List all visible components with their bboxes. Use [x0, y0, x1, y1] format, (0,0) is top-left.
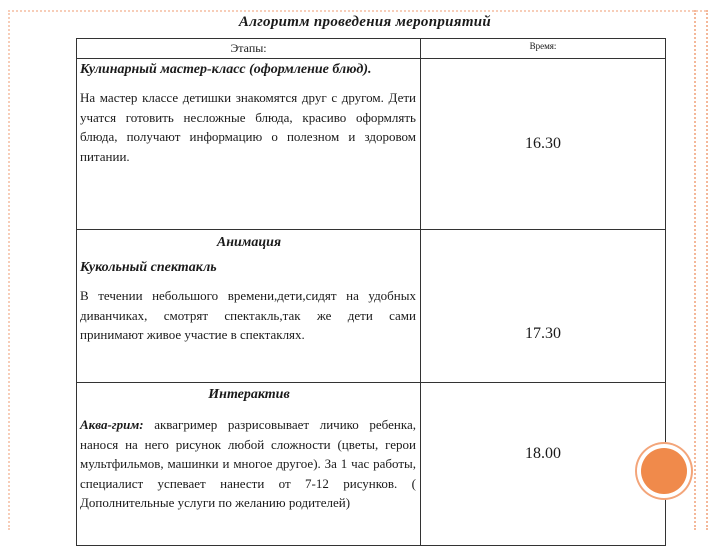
section-text-body: аквагример разрисовывает личико ребенка, нанося на него рисунок любой сложности (цветы, герои мультфильмов, машинки и многое другое). За 1 час работы, специалист успевает нанести от 7-12 рисунков. ( Дополнительные услуги по желанию родителей)	[80, 417, 416, 510]
decor-frame-top	[8, 10, 706, 12]
decor-frame-left	[8, 10, 10, 530]
stage-cell	[77, 59, 421, 230]
time-cell: 16.30	[421, 59, 666, 230]
section-text	[77, 405, 420, 519]
table-row	[77, 59, 666, 230]
table-row	[77, 383, 666, 546]
section-title: Кулинарный мастер-класс (оформление блюд).	[80, 62, 372, 77]
section-text: На мастер классе детишки знакомятся друг с другом. Дети учатся готовить несложные блюда, красиво оформлять блюда, получают информацию о полезном и здоровом питании.	[80, 90, 416, 164]
stage-cell	[77, 230, 421, 383]
events-table	[76, 38, 666, 546]
decor-circle	[641, 448, 687, 494]
stage-cell	[77, 383, 421, 546]
header-time: Время:	[421, 39, 666, 59]
header-stages: Этапы:	[77, 39, 421, 59]
page-title: Алгоритм проведения мероприятий	[238, 14, 492, 30]
section-lead: Аква-грим:	[80, 417, 144, 432]
section-text: В течении небольшого времени,дети,сидят на удобных диванчиках, смотрят спектакль,так же дети сами принимают живое участие в спектаклях.	[80, 288, 416, 342]
decor-frame-right	[694, 10, 696, 530]
table-row	[77, 230, 666, 383]
section-title: Кукольный спектакль	[80, 260, 217, 275]
decor-frame-right-inner	[706, 10, 708, 530]
section-heading: Интерактив	[208, 387, 290, 402]
time-cell: 17.30	[421, 230, 666, 383]
table-header-row	[77, 39, 666, 59]
time-cell: 18.00	[421, 383, 666, 546]
section-heading: Анимация	[216, 235, 282, 250]
